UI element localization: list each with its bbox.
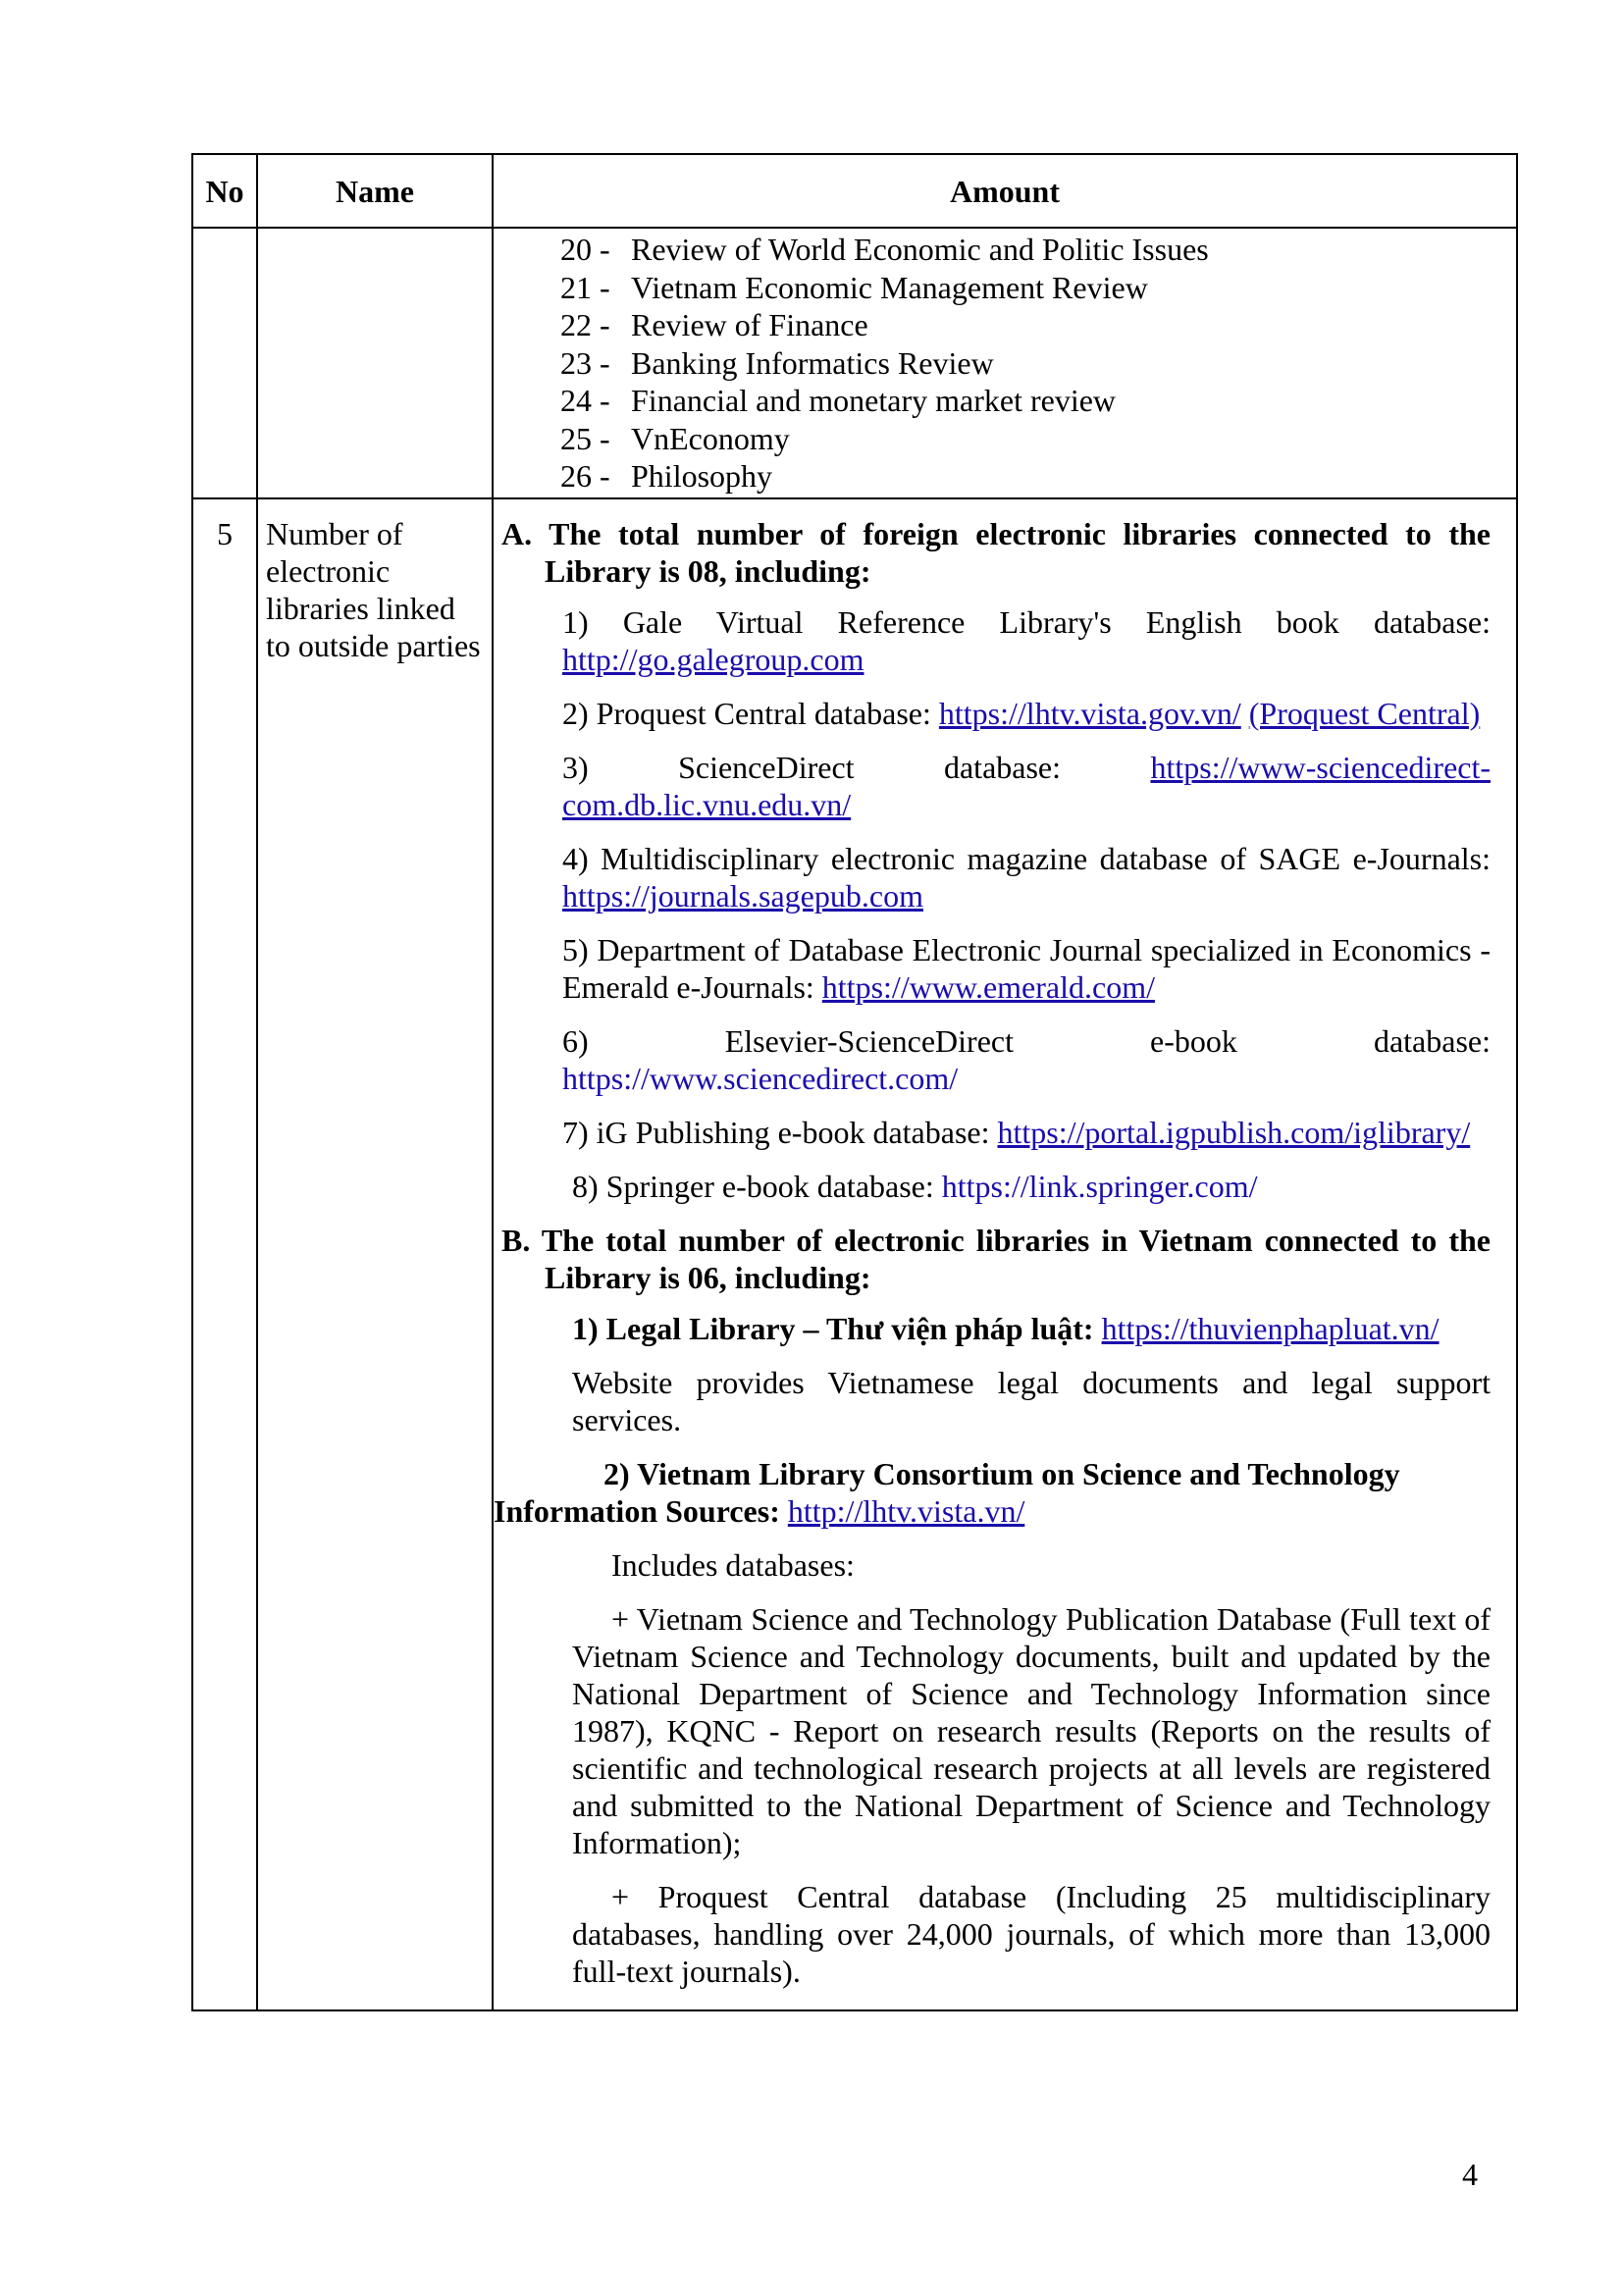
list-item-text: Review of World Economic and Politic Issues: [631, 232, 1209, 268]
table-row-5: [192, 498, 1517, 2010]
foreign-library-item: [501, 931, 1491, 1006]
item-text: 6) Elsevier-ScienceDirect e-book database:: [562, 1022, 1491, 1059]
journal-list: [494, 229, 1516, 497]
foreign-library-item: [501, 695, 1491, 732]
list-item-number: 26 -: [560, 458, 610, 495]
foreign-library-item: [501, 603, 1491, 678]
list-item-number: 22 -: [560, 307, 610, 343]
vn-library-item-1-title: [501, 1310, 1491, 1347]
cell-amount: [493, 498, 1517, 2010]
item-link[interactable]: http://lhtv.vista.vn/: [787, 1492, 1025, 1529]
list-item-number: 20 -: [560, 232, 610, 268]
item-link[interactable]: https://www.emerald.com/: [821, 968, 1155, 1005]
includes-label: Includes databases:: [611, 1546, 855, 1583]
item-text: 2) Proquest Central database:: [562, 695, 931, 731]
foreign-library-item: [501, 1168, 1491, 1205]
foreign-library-item: [501, 1114, 1491, 1151]
list-item: [560, 269, 1516, 307]
section-b-heading: B. The total number of electronic libraries in Vietnam connected to the Library is 06, including:: [501, 1222, 1491, 1295]
document-table: [191, 153, 1518, 2011]
cell-no: 5: [192, 498, 257, 2010]
table-row-continued: [192, 228, 1517, 498]
cell-name: Number of electronic libraries linked to outside parties: [257, 498, 493, 2010]
list-item-number: 25 -: [560, 420, 610, 456]
item-link[interactable]: https://thuvienphapluat.vn/: [1101, 1310, 1440, 1346]
cell-amount-continued: [493, 228, 1517, 498]
item-link[interactable]: https://portal.igpublish.com/iglibrary/: [997, 1114, 1471, 1150]
item-link[interactable]: https://www-sciencedirect-com.db.lic.vnu.edu.vn/: [562, 749, 1492, 822]
item-text: 8) Springer e-book database:: [572, 1168, 934, 1204]
list-item: [560, 420, 1516, 458]
foreign-library-item: [501, 749, 1491, 823]
page-number: 4: [1462, 2157, 1478, 2192]
item-link[interactable]: https://journals.sagepub.com: [562, 877, 923, 913]
list-item: [560, 382, 1516, 420]
vn-library-item-2-title: [494, 1455, 1491, 1530]
item-text: 5) Department of Database Electronic Journal specialized in Economics - Emerald e-Journals:: [562, 931, 1491, 1005]
section-a-heading: A. The total number of foreign electronic libraries connected to the Library is 08, including:: [501, 515, 1491, 589]
header-amount: Amount: [493, 154, 1517, 228]
header-name: Name: [257, 154, 493, 228]
foreign-library-item: [501, 1022, 1491, 1097]
item-link-secondary[interactable]: (Proquest Central): [1248, 695, 1481, 731]
database-description: + Proquest Central database (Including 25 multidisciplinary databases, handling over 24,000 journals, of which more than 13,000 full-text journals).: [572, 1878, 1491, 1989]
item-url-text: https://www.sciencedirect.com/: [562, 1060, 959, 1096]
list-item-text: Philosophy: [631, 458, 773, 495]
list-item-text: Financial and monetary market review: [631, 383, 1117, 419]
database-description: + Vietnam Science and Technology Publication Database (Full text of Vietnam Science and Technology documents, built and updated by the National Department of Science and Technology Information since 1987), KQNC - Report on research results (Reports on the results of scientific and technological research projects at all levels are registered and submitted to the National Department of Science and Technology Information);: [572, 1600, 1491, 1860]
cell-name-empty: [257, 228, 493, 498]
header-no: No: [192, 154, 257, 228]
list-item-text: Banking Informatics Review: [631, 344, 994, 381]
item-text: 3) ScienceDirect database:: [562, 749, 1062, 785]
vn-library-item-1-desc: Website provides Vietnamese legal documents and legal support services.: [572, 1364, 1491, 1437]
item-link[interactable]: http://go.galegroup.com: [562, 641, 864, 677]
item-text: 7) iG Publishing e-book database:: [562, 1114, 990, 1150]
list-item: [560, 457, 1516, 496]
list-item-text: Vietnam Economic Management Review: [631, 269, 1148, 305]
cell-no-empty: [192, 228, 257, 498]
list-item-number: 23 -: [560, 344, 610, 381]
item-text: 1) Gale Virtual Reference Library's English book database:: [562, 603, 1491, 640]
list-item-number: 24 -: [560, 383, 610, 419]
item-url-text: https://link.springer.com/: [941, 1168, 1258, 1204]
foreign-library-item: [501, 840, 1491, 914]
item-text: 4) Multidisciplinary electronic magazine database of SAGE e-Journals:: [562, 840, 1491, 876]
item-title: 1) Legal Library – Thư viện pháp luật:: [572, 1310, 1094, 1346]
item-title: 2) Vietnam Library Consortium on Science and Technology Information Sources:: [494, 1455, 1400, 1529]
list-item-number: 21 -: [560, 269, 610, 305]
list-item-text: VnEconomy: [631, 420, 790, 456]
table-header-row: [192, 154, 1517, 228]
list-item: [560, 306, 1516, 344]
list-item: [560, 344, 1516, 383]
list-item-text: Review of Finance: [631, 307, 868, 343]
item-link[interactable]: https://lhtv.vista.gov.vn/: [938, 695, 1241, 731]
list-item: [560, 231, 1516, 269]
